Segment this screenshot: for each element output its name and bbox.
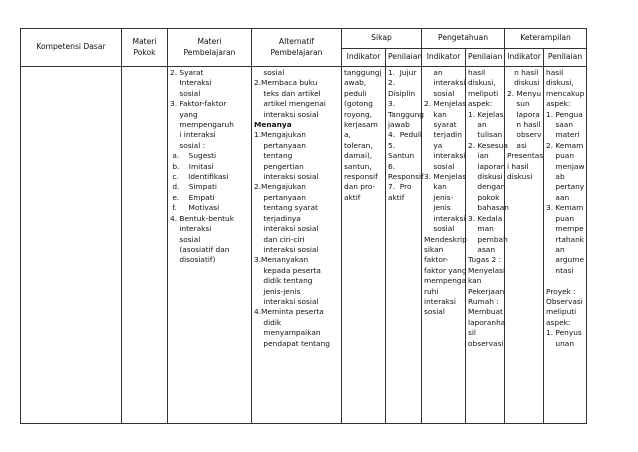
cell-text-line: laporanha [468,317,506,327]
cell-text-line: diskusi, [468,78,496,88]
cell-text-line: interaksi [170,224,212,234]
header-materi-pokok [122,29,168,67]
cell-text-line: jenis [424,203,451,213]
cell-text-line: Pekerjaan [468,286,505,296]
cell-text-line: didik [254,317,282,327]
cell-text-line: Mendeskrip [424,234,467,244]
cell-text-line: diskusi [507,172,533,182]
cell-text-line: (gotong [344,99,373,109]
cell-text-line: kan [424,109,447,119]
cell-text-line: Rumah : [468,296,499,306]
cell-text-line: (asosiatif dan [170,244,230,254]
cell-text-line: i hasil [507,161,529,171]
cell-text-line: 3. [388,99,396,109]
cell-text-line: asan [468,244,496,254]
header-pengetahuan-indikator: Indikator [422,49,466,67]
cell-text-line: jenis-jenis [254,286,301,296]
cell-text-line: sil [468,328,476,338]
cell-text-line: sosial [424,307,445,317]
cell-text-line: 2. [388,78,396,88]
cell-text-line: lapora [507,109,540,119]
cell-text-line: interaksi sosial [254,224,319,234]
cell-text-line: Santun [388,151,415,161]
cell-text-line: ab [546,172,565,182]
cell-text-line: aktif [388,192,405,202]
cell-text-line: sosial [254,68,285,77]
cell-text-line: pokok [468,192,500,202]
cell-sikap-indikator [342,67,386,424]
cell-text-line: 4.Meminta peserta [254,307,324,317]
cell-text-line: materi [546,130,580,140]
cell-text-line: 2. Kesesua [468,140,508,150]
cell-text-line: kan [468,276,482,286]
cell-text-line: 1. Kejelas [468,109,504,119]
header-pengetahuan: Pengetahuan [422,29,505,49]
cell-text-line: b. Imitasi [170,161,214,171]
cell-text-line: Responsif [388,172,424,182]
cell-text-line: terjadin [424,130,462,140]
header-text-line: Pembelajaran [183,47,236,57]
cell-text-line: diskusi [468,172,503,182]
cell-text-line: artikel mengenai [254,99,326,109]
cell-text-line: royong, [344,109,373,119]
cell-text-line: toleran, [344,140,373,150]
cell-text-line: 1.Mengajukan [254,130,306,140]
cell-text-line: meliputi [468,88,499,98]
cell-text-line: didik tentang [254,276,313,286]
cell-text-line: diskusi, [546,78,574,88]
cell-text-line: rtahank [546,234,585,244]
header-keterampilan: Keterampilan [505,29,587,49]
cell-text-line: aktif [344,192,361,202]
cell-text-line: faktor yang [424,265,467,275]
cell-text-line: 2. Kemam [546,140,584,150]
cell-text-line: puan [546,151,575,161]
cell-text-line: menyampaikan [254,328,321,338]
cell-text-line: interaksi [424,213,466,223]
cell-text-line: interaksi [424,296,456,306]
cell-text-line: i interaksi [170,130,216,140]
cell-text-line: observasi [468,338,504,348]
cell-text-line: Menanya [254,120,292,130]
cell-text-line: terjadinya [254,213,301,223]
cell-text-line: aan [546,192,570,202]
cell-text-line: aspek: [546,317,571,327]
header-keterampilan-penilaian: Penilaian [544,49,587,67]
cell-text-line: interaksi sosial [254,296,319,306]
cell-text-line: hasil [546,68,564,77]
cell-text-line: syarat [424,120,457,130]
cell-text-line: yang [170,109,198,119]
cell-text-line: unan [546,338,575,348]
cell-text-line: asi [507,140,527,150]
header-alternatif-pembelajaran [252,29,342,67]
cell-text-line: f. Motivasi [170,203,220,213]
cell-text-line: Interaksi [170,78,212,88]
cell-text-line: laporan [468,161,506,171]
cell-text-line: mencakup [546,88,585,98]
cell-text-line: jawab [388,120,410,130]
cell-text-line: interaksi [424,78,466,88]
header-text-line: Materi [197,37,222,47]
cell-text-line: pengertian [254,161,304,171]
cell-text-line: dengan [468,182,506,192]
cell-text-line: observ [507,130,542,140]
cell-materi-pembelajaran [168,67,252,424]
cell-text-line: an [424,68,443,77]
cell-text-line: 3. Menjelas [424,172,467,182]
cell-text-line: sosial [170,88,201,98]
cell-text-line: pertanyaan [254,192,306,202]
cell-text-line: kerjasam [344,120,378,130]
cell-text-line: a, [344,130,351,140]
cell-text-line: meliputi [546,307,577,317]
cell-text-line: argume [546,255,584,265]
header-text-line: Alternatif [278,37,315,47]
cell-text-line: kan [424,182,447,192]
cell-text-line: 1. Jujur [388,68,417,77]
cell-text-line: 3. Kemam [546,203,584,213]
cell-text-line: 2.Mengajukan [254,182,306,192]
cell-text-line: 6. [388,161,396,171]
cell-text-line: jenis- [424,192,454,202]
cell-text-line: aspek: [468,99,493,109]
header-text-line: Pembelajaran [270,47,323,57]
cell-text-line: n hasil [507,68,539,77]
cell-text-line: e. Empati [170,192,215,202]
cell-text-line: awab, [344,78,367,88]
cell-text-line: a. Sugesti [170,151,217,161]
cell-text-line: 3.Menanyakan [254,255,309,265]
cell-text-line: 5. [388,140,396,150]
cell-text-line: mempe [546,224,584,234]
cell-text-line: tentang [254,151,293,161]
cell-text-line: ya [424,140,443,150]
cell-text-line: mempenga [424,276,467,286]
cell-text-line: sosial : [170,140,206,150]
cell-text-line: 7. Pro [388,182,412,192]
cell-text-line: d. Simpati [170,182,217,192]
cell-text-line: tentang syarat [254,203,318,213]
rpp-table [20,28,587,424]
header-pengetahuan-penilaian: Penilaian [466,49,505,67]
cell-text-line: 4. Bentuk-bentuk [170,213,235,223]
cell-keterampilan-indikator [505,67,544,424]
cell-text-line: 1. Penyus [546,328,582,338]
header-materi-pembelajaran [168,29,252,67]
cell-text-line: tulisan [468,130,503,140]
cell-text-line: dan pro- [344,182,376,192]
cell-text-line: sosial [424,224,455,234]
cell-text-line: responsif [344,172,378,182]
cell-text-line [546,276,584,286]
header-text-line: Pokok [133,47,156,57]
cell-text-line: 2. Menjelas [424,99,467,109]
header-text-line: Materi [132,37,157,47]
cell-text-line: interaksi [424,151,466,161]
cell-text-line: diskusi [507,78,540,88]
cell-text-line: 4. Peduli [388,130,422,140]
cell-text-line: kepada peserta [254,265,321,275]
cell-text-line: interaksi sosial [254,109,319,119]
cell-text-line: disosiatif) [170,255,216,265]
cell-text-line: pertanyaan [254,140,306,150]
cell-text-line: 3. Faktor-faktor [170,99,227,109]
cell-text-line: ruhi [424,286,439,296]
cell-text-line: Menyelasi [468,265,506,275]
header-sikap-indikator: Indikator [342,49,386,67]
cell-text-line: sosial [170,234,201,244]
cell-text-line: peduli [344,88,367,98]
cell-materi-pokok [122,67,168,424]
cell-text-line: aspek: [546,99,571,109]
cell-text-line: saan [546,120,574,130]
cell-text-line: damai), [344,151,373,161]
cell-text-line: 1. Pengua [546,109,583,119]
cell-text-line: pembah [468,234,508,244]
cell-text-line: ntasi [546,265,574,275]
cell-text-line: sosial [424,88,455,98]
cell-text-line: man [468,224,494,234]
cell-text-line: pertany [546,182,585,192]
cell-kompetensi-dasar [21,67,122,424]
cell-text-line: Presentas [507,151,544,161]
cell-text-line: pendapat tentang [254,338,330,348]
cell-text-line: n hasil [507,120,541,130]
cell-text-line: mempengaruh [170,120,234,130]
cell-text-line: 3. Kedala [468,213,503,223]
cell-text-line: Disiplin [388,88,416,98]
cell-text-line: Membuat [468,307,503,317]
cell-pengetahuan-indikator [422,67,466,424]
cell-text-line: bahasan [468,203,509,213]
cell-text-line: Tugas 2 : [468,255,502,265]
table-row [21,67,587,424]
cell-pengetahuan-penilaian [466,67,509,424]
cell-text-line: ian [468,151,489,161]
header-kompetensi-dasar: Kompetensi Dasar [21,29,122,67]
cell-text-line: menjaw [546,161,585,171]
cell-text-line: 2.Membaca buku [254,78,318,88]
cell-text-line: tanggungj [344,68,382,77]
cell-text-line: sikan [424,244,444,254]
cell-text-line: faktor- [424,255,449,265]
cell-text-line: Observasi [546,296,583,306]
cell-text-line: interaksi sosial [254,244,319,254]
cell-text-line: c. Identifikasi [170,172,229,182]
cell-text-line: dan ciri-ciri [254,234,305,244]
header-sikap-penilaian: Penilaian [386,49,422,67]
header-keterampilan-indikator: Indikator [505,49,544,67]
cell-text-line: interaksi sosial [254,172,319,182]
cell-text-line: hasil [468,68,486,77]
header-row-1 [21,29,587,49]
cell-text-line: an [546,244,565,254]
cell-sikap-penilaian [386,67,422,424]
cell-alternatif-pembelajaran [252,67,342,424]
cell-text-line: 2. Menyu [507,88,542,98]
cell-text-line: sosial [424,161,455,171]
cell-text-line: an [468,120,487,130]
header-sikap: Sikap [342,29,422,49]
cell-text-line: Proyek : [546,286,576,296]
cell-text-line: 2. Syarat [170,68,204,77]
cell-text-line: puan [546,213,575,223]
cell-text-line: Tanggung [388,109,424,119]
cell-text-line: santun, [344,161,372,171]
cell-text-line: teks dan artikel [254,88,321,98]
cell-text-line: sun [507,99,530,109]
cell-keterampilan-penilaian [544,67,587,424]
